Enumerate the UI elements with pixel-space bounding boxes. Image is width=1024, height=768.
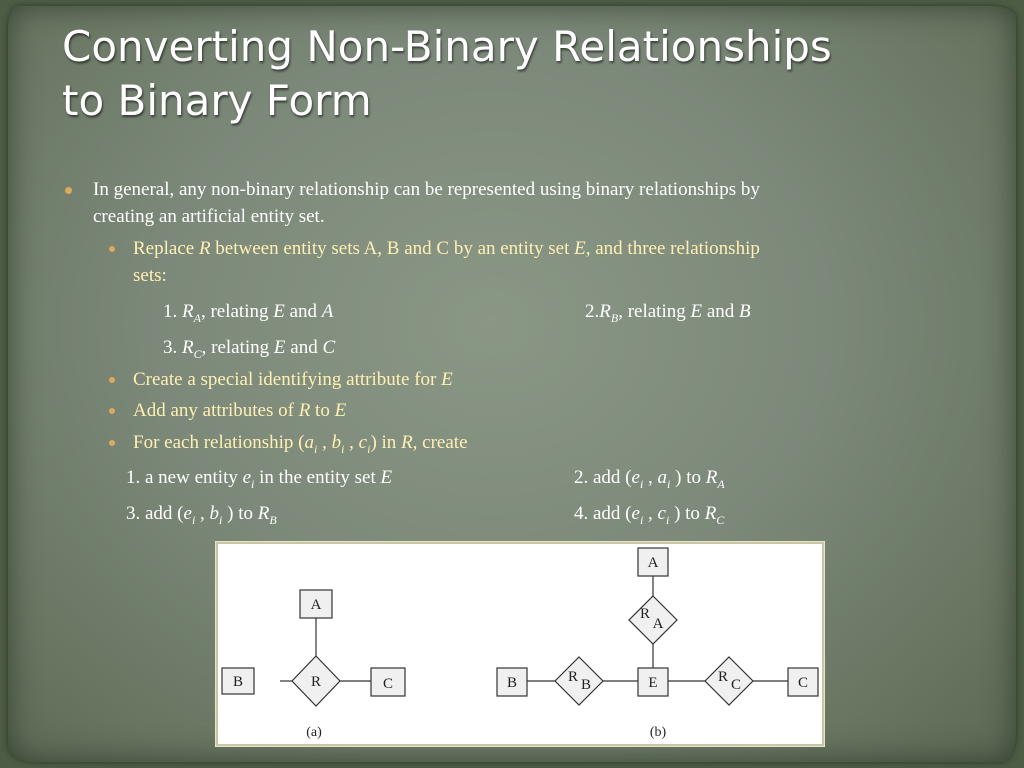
relationship-rb [555, 657, 603, 705]
sub-bullet-replace: Replace R between entity sets A, B and C by an entity set E, and three relationship [133, 238, 760, 259]
sub-bullet-icon [109, 377, 115, 383]
relationship-rc [705, 657, 753, 705]
title-line-1: Converting Non-Binary Relationships [62, 22, 832, 71]
er-diagram-svg [218, 544, 822, 744]
step-2: 2. add ($e_i$ , $a_i$ ) to $R_A$ [574, 467, 725, 491]
step-1: 1. a new entity $e_i$ in the entity set E [126, 467, 393, 491]
er-diagram [216, 542, 824, 746]
label-rb: R [567, 669, 579, 685]
sub-bullet-icon [109, 408, 115, 414]
step-4: 4. add ($e_i$ , $c_i$ ) to $R_C$ [574, 503, 725, 527]
label-ra: R [639, 606, 651, 622]
label-b-a: A [647, 555, 659, 571]
bullet-icon [65, 187, 72, 194]
slide-title [62, 20, 982, 128]
label-b-e: E [648, 675, 658, 691]
sub-bullet-identifying-attribute: Create a special identifying attribute for E [133, 369, 453, 390]
sub-bullet-attributes: Add any attributes of R to E [133, 400, 347, 421]
label-a: A [310, 597, 322, 613]
relationship-set-3: 3. $R_C$, relating E and C [163, 337, 336, 361]
label-c: C [382, 676, 394, 692]
relationship-set-2: $2.R_B$, relating E and B [585, 301, 751, 325]
bullet-1-line-1: In general, any non-binary relationship can be represented using binary relationships by [93, 179, 760, 200]
label-b-b: B [506, 675, 518, 691]
label-rb-sub: B [580, 677, 592, 693]
label-b: B [232, 674, 244, 690]
label-b-c: C [797, 675, 809, 691]
sub-bullet-replace-line-2: sets: [133, 265, 167, 286]
label-rc-sub: C [730, 677, 742, 693]
sub-bullet-icon [109, 246, 115, 252]
sub-bullet-for-each: For each relationship ($a_i$ , $b_i$ , $c_i$) in R, create [133, 432, 468, 456]
label-r: R [310, 674, 322, 690]
caption-a: (a) [306, 725, 322, 740]
sub-bullet-icon [109, 440, 115, 446]
title-line-2: to Binary Form [62, 76, 372, 125]
caption-b: (b) [649, 725, 667, 740]
label-rc: R [717, 669, 729, 685]
relationship-set-1: 1. $R_A$, relating E and A [163, 301, 334, 325]
step-3: 3. add ($e_i$ , $b_i$ ) to $R_B$ [126, 503, 277, 527]
label-ra-sub: A [652, 616, 664, 632]
bullet-1-line-2: creating an artificial entity set. [93, 206, 325, 227]
